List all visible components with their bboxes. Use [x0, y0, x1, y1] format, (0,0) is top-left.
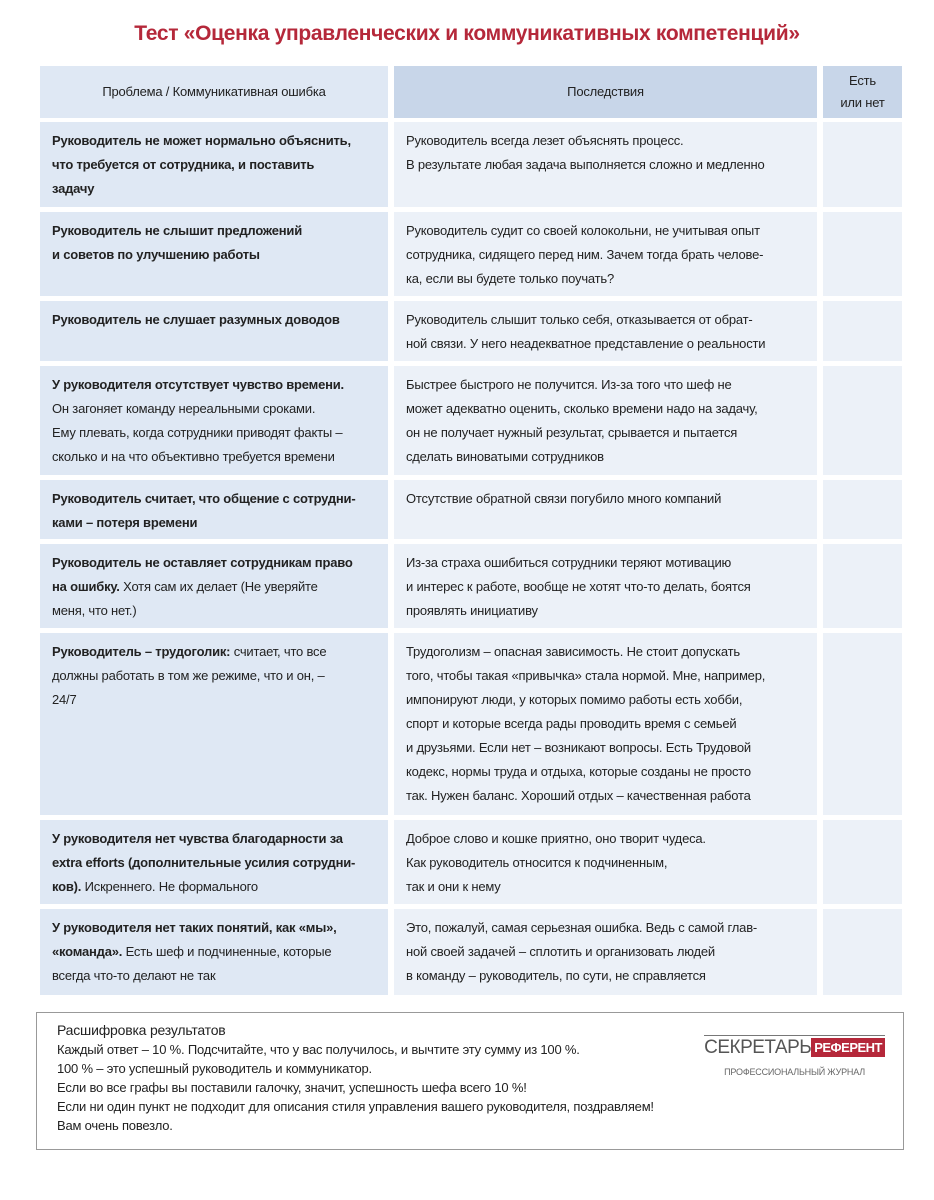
results-line: Каждый ответ – 10 %. Подсчитайте, что у вас получилось, и вычтите эту сумму из 100 %.: [57, 1042, 580, 1057]
problem-line: [52, 129, 376, 153]
problem-bold-text: что требуется от сотрудника, и поставить: [52, 157, 315, 172]
consequence-cell: [394, 820, 817, 904]
problem-line: [52, 487, 376, 511]
results-box: [36, 1012, 904, 1150]
problem-line: [52, 511, 376, 535]
consequence-line: он не получает нужный результат, срывается и пытается: [406, 425, 738, 440]
consequence-line: в команду – руководитель, по сути, не справляется: [406, 968, 706, 983]
logo-name: СЕКРЕТАРЬ: [704, 1037, 812, 1058]
consequence-line: Быстрее быстрого не получится. Из-за того что шеф не: [406, 377, 732, 392]
answer-cell[interactable]: [823, 366, 902, 475]
results-line: Если во все графы вы поставили галочку, значит, успешность шефа всего 10 %!: [57, 1080, 527, 1095]
problem-bold-text: Руководитель не слышит предложений: [52, 223, 303, 238]
problem-bold-text: extra efforts (дополнительные усилия сотрудни-: [52, 855, 356, 870]
problem-line: [52, 916, 376, 940]
consequence-line: Это, пожалуй, самая серьезная ошибка. Ведь с самой глав-: [406, 920, 758, 935]
problem-line: [52, 551, 376, 575]
problem-bold-text: Руководитель не слушает разумных доводов: [52, 312, 340, 327]
problem-text: Ему плевать, когда сотрудники приводят факты –: [52, 425, 343, 440]
answer-cell[interactable]: [823, 909, 902, 995]
problem-bold-text: и советов по улучшению работы: [52, 247, 260, 262]
problem-line: [52, 445, 376, 469]
consequence-line: Руководитель слышит только себя, отказывается от обрат-: [406, 312, 753, 327]
problem-cell: [40, 909, 388, 995]
consequence-line: и друзьями. Если нет – возникают вопросы. Есть Трудовой: [406, 740, 751, 755]
problem-bold-text: ков).: [52, 879, 82, 894]
problem-bold-text: У руководителя нет чувства благодарности за: [52, 831, 343, 846]
consequence-line: В результате любая задача выполняется сложно и медленно: [406, 157, 765, 172]
consequence-line: ка, если вы будете только поучать?: [406, 271, 615, 286]
consequence-cell: [394, 212, 817, 296]
problem-line: [52, 177, 376, 201]
problem-line: [52, 827, 376, 851]
consequence-cell: [394, 544, 817, 628]
header-consequence: Последствия: [394, 66, 817, 118]
results-line: Если ни один пункт не подходит для описания стиля управления вашего руководителя, поздравляем!: [57, 1099, 654, 1114]
consequence-cell: [394, 633, 817, 815]
problem-line: [52, 397, 376, 421]
problem-line: [52, 575, 376, 599]
consequence-cell: [394, 480, 817, 539]
results-line: 100 % – это успешный руководитель и коммуникатор.: [57, 1061, 372, 1076]
problem-line: [52, 153, 376, 177]
consequence-line: ной связи. У него неадекватное представление о реальности: [406, 336, 766, 351]
consequence-line: сделать виноватыми сотрудников: [406, 449, 604, 464]
problem-bold-text: Руководитель – трудоголик:: [52, 644, 231, 659]
problem-line: [52, 599, 376, 623]
problem-line: [52, 851, 376, 875]
problem-text: меня, что нет.): [52, 603, 137, 618]
problem-bold-text: на ошибку.: [52, 579, 120, 594]
problem-text: считает, что все: [230, 644, 327, 659]
problem-cell: [40, 366, 388, 475]
logo-badge: РЕФЕРЕНТ: [811, 1038, 885, 1057]
answer-cell[interactable]: [823, 122, 902, 207]
consequence-line: Из-за страха ошибиться сотрудники теряют мотивацию: [406, 555, 732, 570]
problem-cell: [40, 480, 388, 539]
consequence-line: Доброе слово и кошке приятно, оно творит чудеса.: [406, 831, 706, 846]
consequence-cell: [394, 301, 817, 361]
results-heading: Расшифровка результатов: [57, 1022, 226, 1038]
consequence-line: Руководитель судит со своей колокольни, не учитывая опыт: [406, 223, 760, 238]
answer-cell[interactable]: [823, 212, 902, 296]
problem-bold-text: задачу: [52, 181, 95, 196]
problem-cell: [40, 212, 388, 296]
problem-bold-text: Руководитель не может нормально объяснить,: [52, 133, 351, 148]
problem-text: Хотя сам их делает (Не уверяйте: [119, 579, 318, 594]
problem-line: [52, 243, 376, 267]
consequence-line: сотрудника, сидящего перед ним. Зачем тогда брать челове-: [406, 247, 764, 262]
answer-cell[interactable]: [823, 544, 902, 628]
problem-bold-text: «команда».: [52, 944, 123, 959]
consequence-line: Как руководитель относится к подчиненным,: [406, 855, 668, 870]
consequence-line: импонируют люди, у которых помимо работы есть хобби,: [406, 692, 743, 707]
answer-cell[interactable]: [823, 301, 902, 361]
consequence-line: ной своей задачей – сплотить и организовать людей: [406, 944, 715, 959]
problem-line: [52, 308, 376, 332]
logo-subtitle: ПРОФЕССИОНАЛЬНЫЙ ЖУРНАЛ: [724, 1067, 865, 1078]
problem-line: [52, 373, 376, 397]
problem-bold-text: У руководителя отсутствует чувство времени.: [52, 377, 344, 392]
answer-cell[interactable]: [823, 480, 902, 539]
consequence-line: может адекватно оценить, сколько времени надо на задачу,: [406, 401, 758, 416]
consequence-line: так. Нужен баланс. Хороший отдых – качественная работа: [406, 788, 751, 803]
consequence-line: так и они к нему: [406, 879, 501, 894]
problem-cell: [40, 820, 388, 904]
problem-line: [52, 664, 376, 688]
problem-text: сколько и на что объективно требуется времени: [52, 449, 335, 464]
problem-line: [52, 964, 376, 988]
consequence-line: и интерес к работе, вообще не хотят что-то делать, боятся: [406, 579, 751, 594]
header-yes-no: Есть или нет: [823, 66, 902, 118]
problem-line: [52, 219, 376, 243]
problem-cell: [40, 301, 388, 361]
journal-logo: [704, 1035, 885, 1082]
consequence-cell: [394, 909, 817, 995]
page-title: Тест «Оценка управленческих и коммуникативных компетенций»: [134, 22, 800, 45]
problem-cell: [40, 544, 388, 628]
problem-line: [52, 640, 376, 664]
consequence-line: того, чтобы такая «привычка» стала нормой. Мне, например,: [406, 668, 766, 683]
problem-text: всегда что-то делают не так: [52, 968, 216, 983]
consequence-line: спорт и которые всегда рады проводить время с семьей: [406, 716, 737, 731]
problem-line: [52, 421, 376, 445]
problem-line: [52, 688, 376, 712]
problem-text: должны работать в том же режиме, что и он, –: [52, 668, 325, 683]
answer-cell[interactable]: [823, 820, 902, 904]
consequence-line: Руководитель всегда лезет объяснять процесс.: [406, 133, 684, 148]
problem-cell: [40, 633, 388, 815]
problem-text: Есть шеф и подчиненные, которые: [122, 944, 332, 959]
consequence-line: Трудоголизм – опасная зависимость. Не стоит допускать: [406, 644, 740, 659]
problem-bold-text: Руководитель считает, что общение с сотрудни-: [52, 491, 356, 506]
problem-bold-text: ками – потеря времени: [52, 515, 198, 530]
consequence-cell: [394, 122, 817, 207]
consequence-line: Отсутствие обратной связи погубило много компаний: [406, 491, 722, 506]
problem-bold-text: Руководитель не оставляет сотрудникам право: [52, 555, 353, 570]
consequence-line: проявлять инициативу: [406, 603, 538, 618]
problem-text: Искреннего. Не формального: [81, 879, 258, 894]
problem-line: [52, 875, 376, 899]
problem-line: [52, 940, 376, 964]
consequence-line: кодекс, нормы труда и отдыха, которые созданы не просто: [406, 764, 751, 779]
problem-cell: [40, 122, 388, 207]
results-line: Вам очень повезло.: [57, 1118, 173, 1133]
problem-bold-text: У руководителя нет таких понятий, как «мы»,: [52, 920, 337, 935]
problem-text: 24/7: [52, 692, 77, 707]
problem-text: Он загоняет команду нереальными сроками.: [52, 401, 316, 416]
consequence-cell: [394, 366, 817, 475]
header-problem: Проблема / Коммуникативная ошибка: [40, 66, 388, 118]
answer-cell[interactable]: [823, 633, 902, 815]
